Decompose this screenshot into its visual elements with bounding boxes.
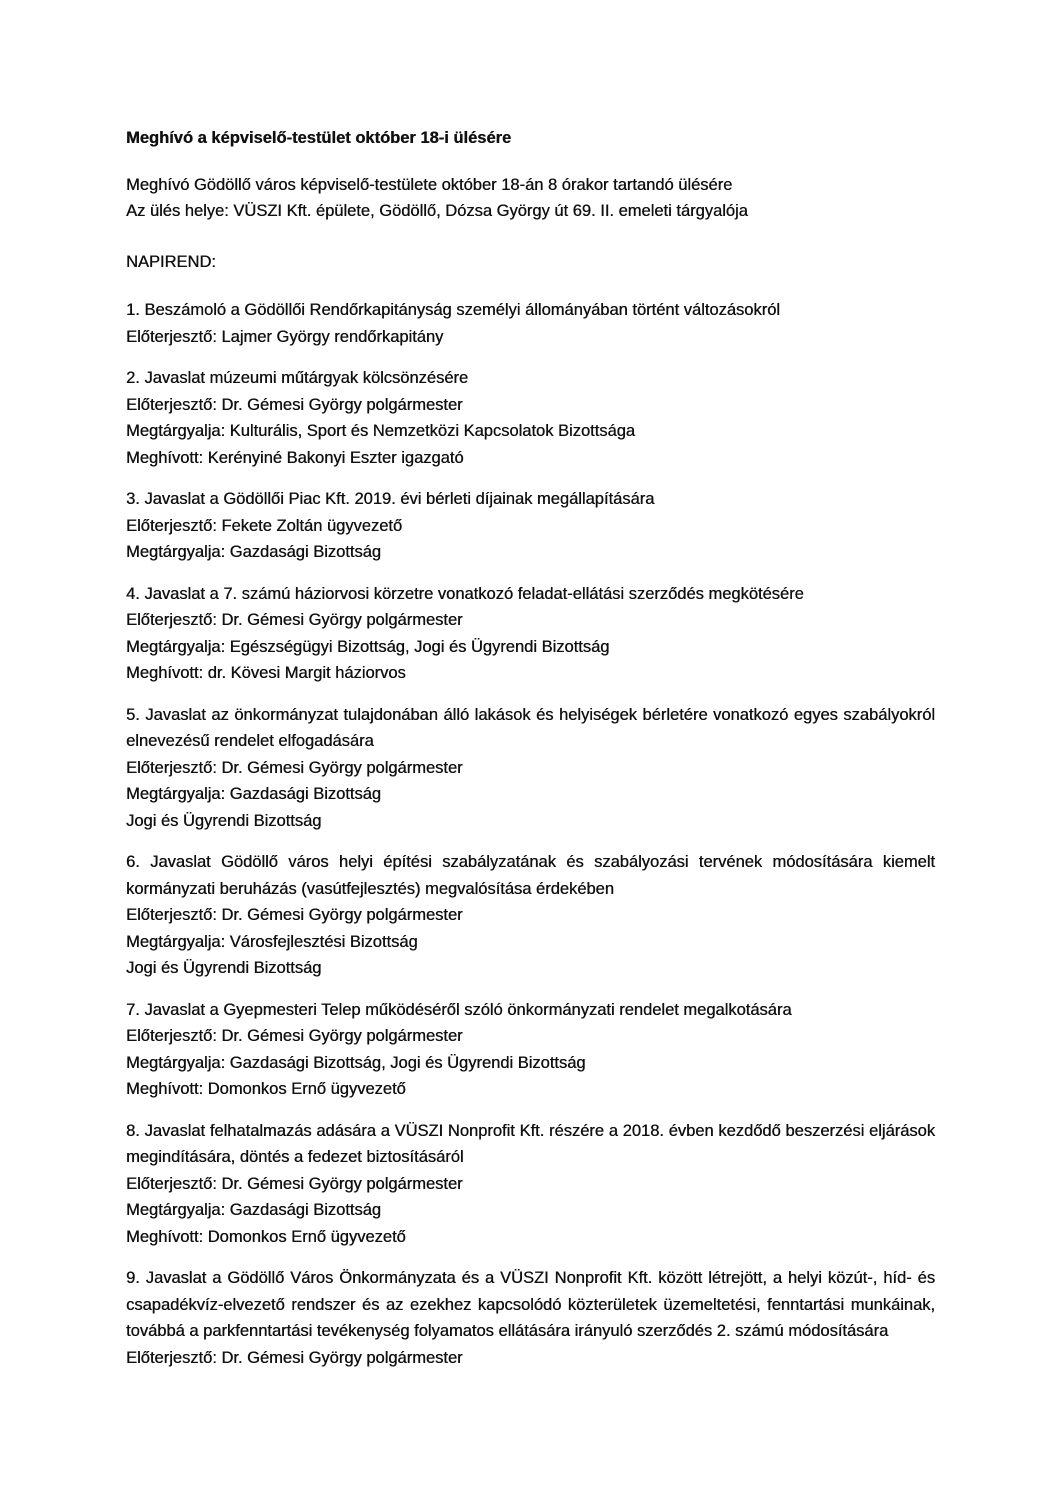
item-title: 5. Javaslat az önkormányzat tulajdonában álló lakások és helyiségek bérletére vonatkozó egyes szabályokról elnevezésű rendelet elfogadására <box>126 705 935 750</box>
intro-line-meeting: Meghívó Gödöllő város képviselő-testülete október 18-án 8 órakor tartandó ülésére <box>126 175 733 194</box>
item-detail-line: Jogi és Ügyrendi Bizottság <box>126 959 322 977</box>
item-detail-line: Előterjesztő: Lajmer György rendőrkapitány <box>126 327 444 346</box>
document-title: Meghívó a képviselő-testület október 18-i ülésére <box>126 129 512 147</box>
agenda-item <box>126 702 935 835</box>
agenda-label: NAPIREND: <box>126 252 216 271</box>
item-title: 7. Javaslat a Gyepmesteri Telep működéséről szóló önkormányzati rendelet megalkotására <box>126 1000 792 1019</box>
item-detail-line: Előterjesztő: Dr. Gémesi György polgármester <box>126 1174 463 1193</box>
item-detail-line: Előterjesztő: Dr. Gémesi György polgármester <box>126 611 463 629</box>
item-detail-line: Előterjesztő: Dr. Gémesi György polgármester <box>126 1348 463 1367</box>
agenda-item <box>126 849 935 982</box>
item-title: 6. Javaslat Gödöllő város helyi építési szabályzatának és szabályozási tervének módosítására kiemelt kormányzati beruházás (vasútfejlesztés) megvalósítása érdekében <box>126 853 935 898</box>
item-title: 8. Javaslat felhatalmazás adására a VÜSZI Nonprofit Kft. részére a 2018. évben kezdődő beszerzési eljárások megindítására, döntés a fedezet biztosításáról <box>126 1121 935 1166</box>
item-detail-line: Meghívott: Domonkos Ernő ügyvezető <box>126 1227 406 1246</box>
intro-block <box>126 172 935 225</box>
item-detail-line: Előterjesztő: Dr. Gémesi György polgármester <box>126 395 463 414</box>
item-detail-line: Megtárgyalja: Gazdasági Bizottság, Jogi és Ügyrendi Bizottság <box>126 1053 586 1072</box>
item-detail-line: Megtárgyalja: Városfejlesztési Bizottság <box>126 932 418 951</box>
item-detail-line: Meghívott: dr. Kövesi Margit háziorvos <box>126 664 406 682</box>
item-detail-line: Meghívott: Kerényiné Bakonyi Eszter igazgató <box>126 448 464 467</box>
item-detail-line: Előterjesztő: Dr. Gémesi György polgármester <box>126 758 463 777</box>
item-detail-line: Meghívott: Domonkos Ernő ügyvezető <box>126 1080 406 1098</box>
agenda-item <box>126 297 935 350</box>
item-detail-line: Megtárgyalja: Gazdasági Bizottság <box>126 543 381 561</box>
agenda-item <box>126 997 935 1103</box>
item-detail-line: Előterjesztő: Dr. Gémesi György polgármester <box>126 906 463 924</box>
item-detail-line: Megtárgyalja: Gazdasági Bizottság <box>126 785 381 803</box>
intro-line-location: Az ülés helye: VÜSZI Kft. épülete, Gödöllő, Dózsa György út 69. II. emeleti tárgyalója <box>126 202 748 220</box>
item-detail-line: Megtárgyalja: Kulturális, Sport és Nemzetközi Kapcsolatok Bizottsága <box>126 422 635 440</box>
item-title: 1. Beszámoló a Gödöllői Rendőrkapitányság személyi állományában történt változásokról <box>126 301 780 319</box>
item-detail-line: Előterjesztő: Dr. Gémesi György polgármester <box>126 1027 463 1045</box>
item-title: 3. Javaslat a Gödöllői Piac Kft. 2019. évi bérleti díjainak megállapítására <box>126 490 655 508</box>
item-detail-line: Megtárgyalja: Egészségügyi Bizottság, Jogi és Ügyrendi Bizottság <box>126 637 610 656</box>
item-detail-line: Jogi és Ügyrendi Bizottság <box>126 811 322 830</box>
item-title: 2. Javaslat múzeumi műtárgyak kölcsönzésére <box>126 369 469 387</box>
agenda-item <box>126 1265 935 1371</box>
agenda-list <box>126 297 935 1371</box>
item-title: 4. Javaslat a 7. számú háziorvosi körzetre vonatkozó feladat-ellátási szerződés megkötésére <box>126 584 804 603</box>
agenda-item <box>126 1118 935 1251</box>
item-title: 9. Javaslat a Gödöllő Város Önkormányzata és a VÜSZI Nonprofit Kft. között létrejött, a helyi közút-, híd- és csapadékvíz-elvezető rendszer és az ezekhez kapcsolódó közterületek üzemeltetési, fenntartási munkáinak, továbbá a parkfenntartási tevékenység folyamatos ellátására irányuló szerződés 2. számú módosítására <box>126 1269 935 1340</box>
item-detail-line: Előterjesztő: Fekete Zoltán ügyvezető <box>126 516 403 535</box>
agenda-item <box>126 581 935 687</box>
item-detail-line: Megtárgyalja: Gazdasági Bizottság <box>126 1201 381 1219</box>
agenda-item <box>126 365 935 471</box>
agenda-item <box>126 486 935 566</box>
